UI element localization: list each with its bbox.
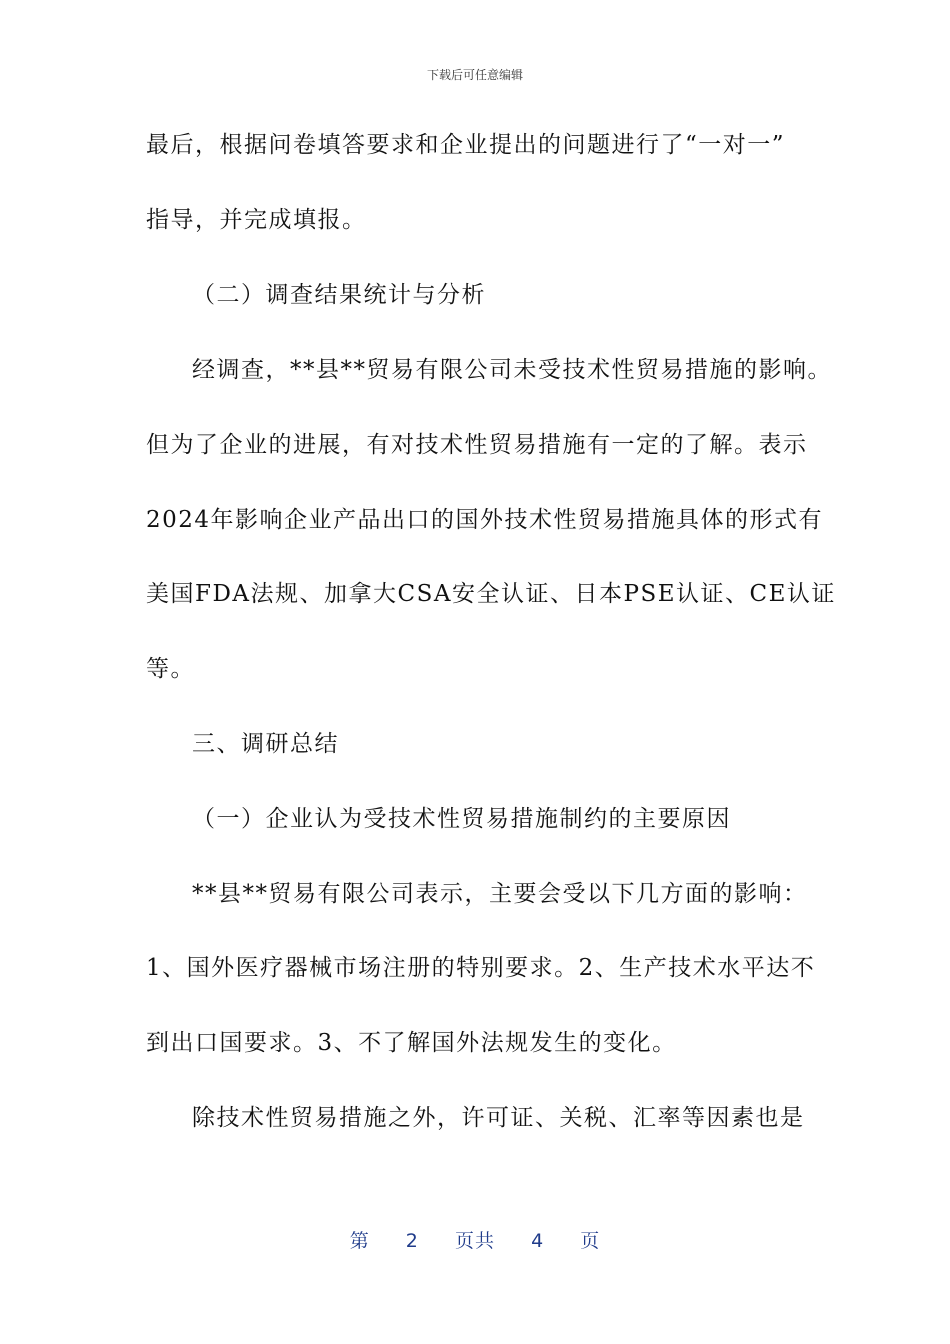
body-line-11: **县**贸易有限公司表示，主要会受以下几方面的影响：: [192, 881, 808, 907]
body-line-14: 除技术性贸易措施之外，许可证、关税、汇率等因素也是: [192, 1105, 805, 1131]
body-line-8: 等。: [146, 656, 195, 682]
body-line-6: 2024年影响企业产品出口的国外技术性贸易措施具体的形式有: [146, 507, 824, 533]
body-line-4: 经调查，**县**贸易有限公司未受技术性贸易措施的影响。: [192, 357, 832, 383]
body-line-2: 指导，并完成填报。: [146, 207, 367, 233]
footer-suffix: 页: [580, 1230, 601, 1252]
section-heading-3: 三、调研总结: [192, 731, 339, 757]
section-heading-3-1: （一）企业认为受技术性贸易措施制约的主要原因: [192, 806, 731, 832]
page-footer: [0, 1226, 950, 1253]
body-line-1: 最后，根据问卷填答要求和企业提出的问题进行了“一对一”: [146, 132, 786, 158]
footer-middle: 页共: [454, 1230, 495, 1252]
body-line-12: 1、国外医疗器械市场注册的特别要求。2、生产技术水平达不: [146, 955, 816, 981]
body-line-7: 美国FDA法规、加拿大CSA安全认证、日本PSE认证、CE认证: [146, 581, 836, 607]
header-note: 下载后可任意编辑: [426, 68, 523, 82]
body-line-13: 到出口国要求。3、不了解国外法规发生的变化。: [146, 1030, 677, 1056]
body-line-5: 但为了企业的进展，有对技术性贸易措施有一定的了解。表示: [146, 432, 808, 458]
footer-total-pages: 4: [531, 1230, 545, 1252]
footer-page-number: 2: [405, 1230, 419, 1252]
section-heading-2: （二）调查结果统计与分析: [192, 282, 486, 308]
footer-prefix: 第: [349, 1230, 370, 1252]
